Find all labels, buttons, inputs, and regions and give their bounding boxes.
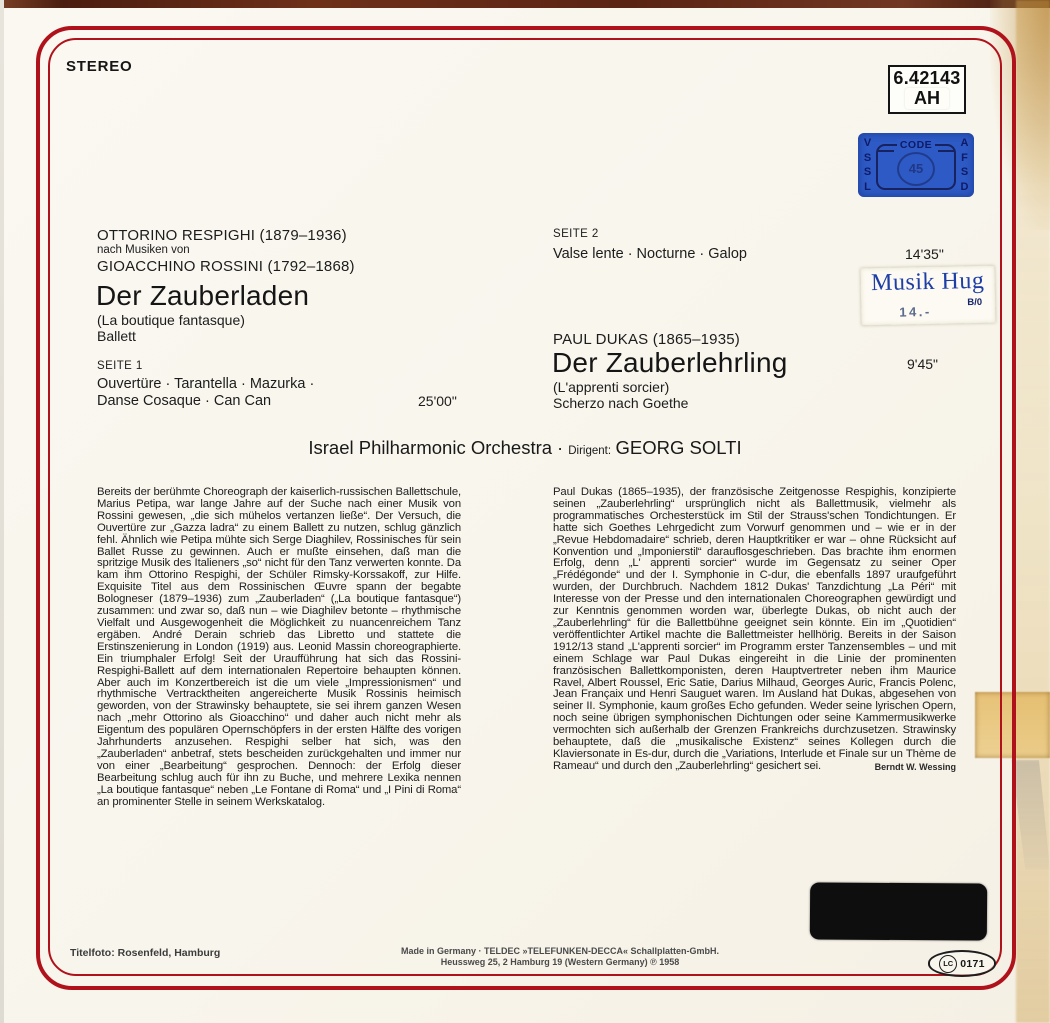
dash-ornament <box>878 150 894 152</box>
code-letter: F <box>961 151 968 164</box>
liner-notes-left-text: Bereits der berühmte Choreograph der kaiserlich-russischen Ballettschule, Marius Petipa, war lange Jahre auf der Suche nach einer Musik von Rossini gewesen, „die sich mühelos vertanzen ließe“. Der Versuch, die Ouvertüre zur „Gazza ladra“ zu einem Ballett zu nutzen, schlug gänzlich fehl. Ähnlich wie Petipa mühte sich Serge Diaghilev, Rossinisches für sein Ballet Russe zu gewinnen. Auch er mußte einsehen, daß man die spritzige Musik des Italieners „so“ nicht für den Tanz verwerten konnte. Da kam ihm Ottorino Respighi, der Schüler Rimsky-Korssakoff, zur Hilfe. Exquisite Titel aus dem Rossinischen Œuvre spann der begabte Bologneser (1879–1936) zum „Zauberladen“ („La boutique fantasque“) zusammen: und zwar so, daß nun – wie Diaghilev betonte – rhythmische Vielfalt und Ausgewogenheit die Möglichkeit zu nuancenreichem Tanz ergäben. André Derain schrieb das Libretto und stattete die Erstinszenierung in London (1919) aus. Leonid Massin choreographierte. Ein triumphaler Erfolg! Seit der Uraufführung hat sich das Rossini-Respighi-Ballett auf dem internationalen Repertoire behaupten können. Aber auch im Konzertbereich ist die um viele „Impressionismen“ und rhythmische Vertracktheiten angereicherte Musik Rossinis heimisch geworden, von der Strawinsky behauptete, sie sei ihrem ganzen Wesen nach „mehr Ottorino als Gioacchino“ und daher auch nicht mehr als Eigentum des populären Opernschöpfers in der ersten Hälfte des vorigen Jahrhunderts anzusehen. Respighi selber hat sich, was den „Zauberladen“ anbetraf, stets bescheiden zurückgehalten und immer nur von einer „Bearbeitung“ gesprochen. Dennoch: der Erfolg dieser Bearbeitung schlug auch für ihn zu Buche, und mehrere Lexika nennen „La boutique fantasque“ neben „Le Fontane di Roma“ und „I Pini di Roma“ an prominenter Stelle in seinem Werkskatalog. <box>97 486 461 808</box>
side2-tracks: Valse lente · Nocturne · Galop <box>553 246 747 262</box>
orchestra-name: Israel Philharmonic Orchestra <box>308 437 553 458</box>
side2-composer: PAUL DUKAS (1865–1935) <box>553 331 741 348</box>
performers-line <box>40 437 1010 459</box>
liner-notes-left-column <box>97 487 461 808</box>
price-sticker-store: Musik Hug <box>870 267 985 297</box>
catalog-suffix-sticker: AH <box>905 88 949 109</box>
code-sticker-inner-frame <box>876 139 956 190</box>
price-sticker-price: 14.- <box>899 303 932 320</box>
side1-title: Der Zauberladen <box>96 280 310 311</box>
sleeve-left-edge <box>0 0 4 1023</box>
liner-notes-right-column <box>553 487 956 774</box>
separator-dot: · <box>557 437 564 458</box>
sleeve-spine-edge <box>0 0 1050 8</box>
stereo-label: STEREO <box>66 58 133 75</box>
side2-title: Der Zauberlehrling <box>552 347 788 378</box>
code-letter: S <box>863 166 872 179</box>
dash-ornament <box>938 150 954 152</box>
lc-logo <box>928 950 996 977</box>
code-sticker-title: CODE <box>897 139 935 151</box>
imprint-line2: Heussweg 25, 2 Hamburg 19 (Western Germany) ℗ 1958 <box>440 957 680 967</box>
side1-link-line: nach Musiken von <box>97 244 190 256</box>
liner-notes-author: Berndt W. Wessing <box>874 761 956 772</box>
photo-credit: Titelfoto: Rosenfeld, Hamburg <box>70 947 221 959</box>
side2-duration2: 9'45" <box>907 356 939 372</box>
blacked-out-sticker <box>810 882 987 940</box>
conductor-label: Dirigent: <box>568 445 612 457</box>
catalog-number-box <box>888 65 966 114</box>
code-letter: D <box>960 180 969 193</box>
side1-title-alt: (La boutique fantasque) <box>97 312 245 328</box>
side1-label: SEITE 1 <box>97 360 143 372</box>
catalog-number: 6.42143 <box>893 68 961 88</box>
price-sticker <box>860 266 995 326</box>
side2-label: SEITE 2 <box>553 228 599 240</box>
side1-genre: Ballett <box>97 328 136 344</box>
side2-genre: Scherzo nach Goethe <box>553 395 689 411</box>
code-letter: S <box>863 151 872 164</box>
side1-composer: OTTORINO RESPIGHI (1879–1936) <box>97 227 347 244</box>
side1-duration: 25'00" <box>418 393 457 409</box>
code-sticker <box>858 133 974 197</box>
label-imprint <box>310 946 810 968</box>
code-sticker-right-letters <box>958 138 971 193</box>
side1-composer2: GIOACCHINO ROSSINI (1792–1868) <box>97 258 355 275</box>
price-sticker-code: B/0 <box>967 296 983 309</box>
liner-notes-right-text: Paul Dukas (1865–1935), der französische Zeitgenosse Respighis, konzipierte seinen „Zauberlehrling“ ursprünglich nicht als Ballettmusik, vielmehr als programmatisches Orchesterstück im Stil der Strauss'schen Tondichtungen. Er hatte sich Goethes Lehrgedicht zum Vorwurf genommen und – wie er in der „Revue Hebdomadaire“ schrieb, deren Hauptkritiker er war – ohne Rücksicht auf Konvention und „Imponierstil“ darauflosgeschrieben. Das brachte ihm enormen Erfolg, denn „L' apprenti sorcier“ wurde im Gegensatz zu seiner Oper „Frédégonde“ und der I. Symphonie in C-dur, die ebenfalls 1897 uraufgeführt wurden, der Durchbruch. Nachdem 1812 Dukas' Tanzdichtung „La Péri“ mit Interesse von der Presse und den internationalen Choreographen gewürdigt und zur Kenntnis genommen worden war, überlegte Dukas, ob nicht auch der „Zauberlehrling“ für die Ballettbühne geeignet sein könnte. Ein im „Quotidien“ veröffentlichter Artikel machte die Ballettmeister hellhörig. Bereits in der Saison 1912/13 stand „L'apprenti sorcier“ im Programm erster Tanzensembles – und mit einem Schlage war Paul Dukas eingereiht in die Linie der prominenten französischen Ballettkomponisten, deren Hauptvertreter neben ihm Maurice Ravel, Albert Roussel, Eric Satie, Darius Milhaud, Georges Auric, Francis Polenc, Jean Françaix und Henri Sauguet waren. Im Ausland hat Dukas, abgesehen von seiner II. Symphonie, kaum großes Echo gefunden. Weder seine lyrischen Opern, noch seine übrigen symphonischen Dichtungen oder seine Kammermusikwerke vermochten sich außerhalb der Grenzen Frankreichs durchzusetzen. Strawinsky behauptete, daß die „musikalische Existenz“ seines Kollegen durch die Klaviersonate in Es-dur, durch die „Variations, Interlude et Finale sur un Thème de Rameau“ und durch den „Zauberlehrling“ gesichert sei. <box>553 486 956 772</box>
lc-logo-circle: LC <box>939 955 957 973</box>
imprint-line1: Made in Germany · TELDEC »TELEFUNKEN-DECCA« Schallplatten-GmbH. <box>400 946 720 956</box>
side2-title-alt: (L'apprenti sorcier) <box>553 379 670 395</box>
side1-tracks-line1: Ouvertüre · Tarantella · Mazurka · <box>97 376 315 392</box>
code-sticker-value: 45 <box>897 152 935 186</box>
code-sticker-left-letters <box>861 138 874 193</box>
code-letter: V <box>863 137 872 149</box>
code-letter: S <box>960 166 969 179</box>
lc-number: 0171 <box>960 957 985 970</box>
side2-duration: 14'35" <box>905 246 944 262</box>
code-letter: L <box>864 180 871 193</box>
conductor-name: GEORG SOLTI <box>615 437 742 458</box>
code-letter: A <box>960 137 969 149</box>
side1-tracks-line2: Danse Cosaque · Can Can <box>97 393 272 409</box>
